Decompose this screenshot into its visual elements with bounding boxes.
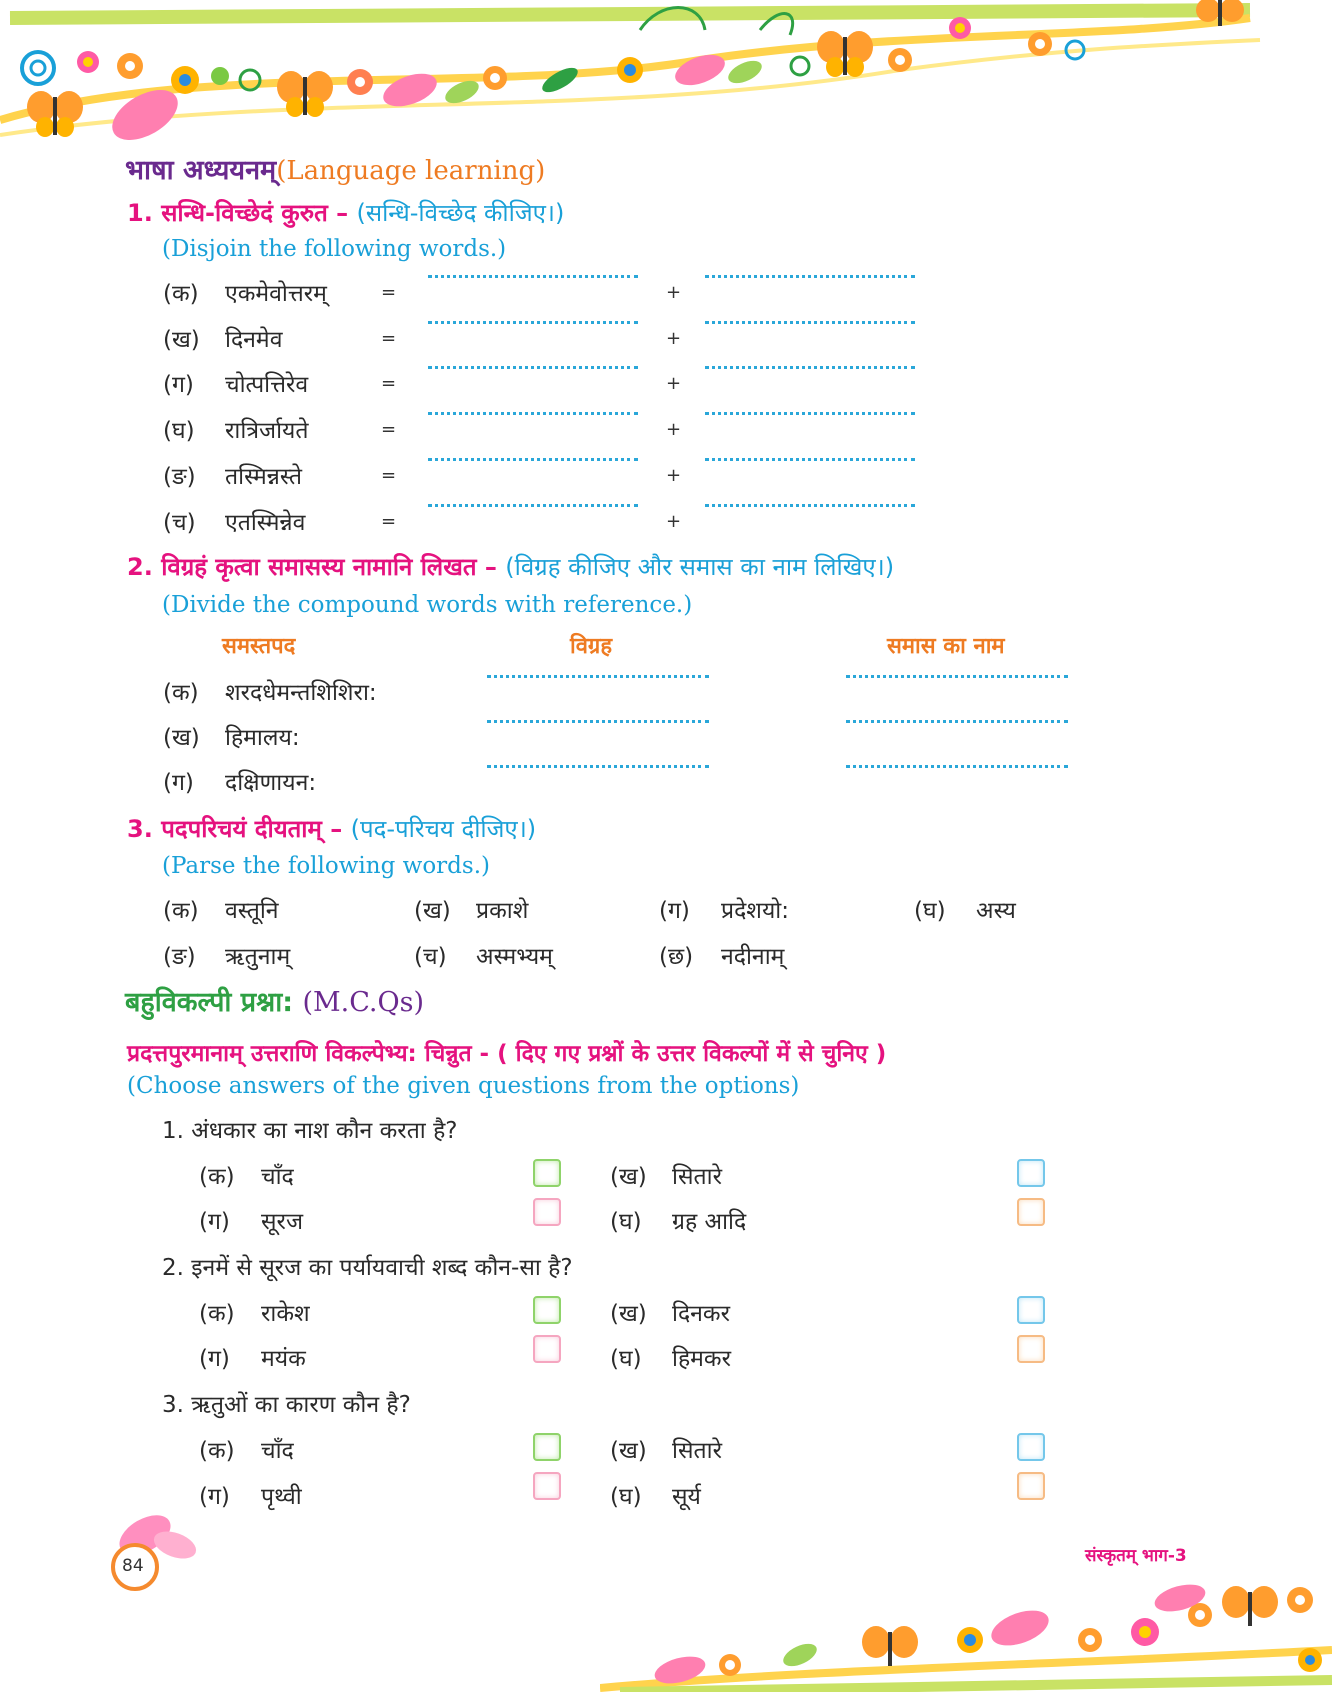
option-checkbox[interactable] — [1017, 1159, 1045, 1187]
q1-item: (ख) दिनमेव — [163, 327, 283, 353]
answer-blank[interactable] — [428, 458, 638, 461]
mcq-option: (ग) मयंक — [199, 1346, 306, 1372]
option-checkbox[interactable] — [533, 1335, 561, 1363]
q1-item: (घ) रात्रिर्जायते — [163, 418, 309, 444]
answer-blank[interactable] — [428, 321, 638, 324]
column-header-vigrah: विग्रह — [570, 634, 613, 659]
answer-blank[interactable] — [705, 321, 915, 324]
mcq-instruction: प्रदत्तपुरमानाम् उत्तराणि विकल्पेभ्य: चिन्नुत - ( दिए गए प्रश्नों के उत्तर विकल्पों में से चुनिए ) — [127, 1041, 887, 1067]
q2-english-instruction: (Divide the compound words with reference.) — [162, 592, 693, 618]
equals-sign: = — [381, 373, 397, 394]
q3-item: (ङ) ऋतुनाम् — [163, 944, 291, 970]
vigrah-blank[interactable] — [487, 765, 709, 768]
plus-sign: + — [666, 511, 682, 532]
answer-blank[interactable] — [428, 366, 638, 369]
mcq-english-instruction: (Choose answers of the given questions from the options) — [127, 1073, 800, 1099]
mcq-option: (क) राकेश — [199, 1301, 310, 1327]
q3-item: (च) अस्मभ्यम् — [414, 944, 553, 970]
q3-english-instruction: (Parse the following words.) — [162, 853, 490, 879]
section-mcq-title: बहुविकल्पी प्रश्ना: (M.C.Qs) — [125, 987, 425, 1018]
q1-item: (क) एकमेवोत्तरम् — [163, 281, 327, 307]
page-number: 84 — [122, 1556, 144, 1576]
vigrah-blank[interactable] — [487, 720, 709, 723]
mcq-option: (ख) सितारे — [610, 1164, 722, 1190]
equals-sign: = — [381, 419, 397, 440]
q2-heading: 2. विग्रहं कृत्वा समासस्य नामानि लिखत – (विग्रह कीजिए और समास का नाम लिखिए।) — [127, 553, 895, 581]
answer-blank[interactable] — [705, 458, 915, 461]
answer-blank[interactable] — [705, 504, 915, 507]
page-number-flower-icon — [105, 1505, 205, 1605]
answer-blank[interactable] — [428, 275, 638, 278]
answer-blank[interactable] — [705, 366, 915, 369]
option-checkbox[interactable] — [1017, 1296, 1045, 1324]
plus-sign: + — [666, 282, 682, 303]
option-checkbox[interactable] — [533, 1472, 561, 1500]
plus-sign: + — [666, 328, 682, 349]
samas-name-blank[interactable] — [846, 765, 1068, 768]
option-checkbox[interactable] — [533, 1159, 561, 1187]
q1-item: (ग) चोत्पत्तिरेव — [163, 372, 309, 398]
q1-item: (ङ) तस्मिन्नस्ते — [163, 464, 302, 490]
mcq-question: 2. इनमें से सूरज का पर्यायवाची शब्द कौन-सा है? — [162, 1255, 573, 1281]
book-title: संस्कृतम् भाग-3 — [1085, 1546, 1187, 1566]
mcq-option: (ग) पृथ्वी — [199, 1484, 302, 1510]
q1-english-instruction: (Disjoin the following words.) — [162, 236, 507, 262]
option-checkbox[interactable] — [533, 1433, 561, 1461]
column-header-samastapad: समस्तपद — [222, 634, 296, 659]
mcq-question: 1. अंधकार का नाश कौन करता है? — [162, 1118, 458, 1144]
column-header-samas-name: समास का नाम — [887, 634, 1005, 659]
samas-name-blank[interactable] — [846, 720, 1068, 723]
plus-sign: + — [666, 419, 682, 440]
answer-blank[interactable] — [428, 412, 638, 415]
q3-item: (क) वस्तूनि — [163, 898, 279, 924]
mcq-option: (ख) सितारे — [610, 1438, 722, 1464]
plus-sign: + — [666, 373, 682, 394]
mcq-option: (क) चाँद — [199, 1164, 294, 1190]
q2-item: (ख) हिमालय: — [163, 725, 300, 751]
q3-item: (छ) नदीनाम् — [659, 944, 785, 970]
q3-heading: 3. पदपरिचयं दीयताम् – (पद-परिचय दीजिए।) — [127, 815, 537, 843]
equals-sign: = — [381, 328, 397, 349]
samas-name-blank[interactable] — [846, 675, 1068, 678]
q2-item: (क) शरदधेमन्तशिशिरा: — [163, 680, 377, 706]
plus-sign: + — [666, 465, 682, 486]
mcq-option: (घ) ग्रह आदि — [610, 1209, 747, 1235]
answer-blank[interactable] — [705, 412, 915, 415]
answer-blank[interactable] — [428, 504, 638, 507]
mcq-option: (क) चाँद — [199, 1438, 294, 1464]
footer-decoration — [600, 1570, 1332, 1692]
equals-sign: = — [381, 511, 397, 532]
mcq-option: (ग) सूरज — [199, 1209, 304, 1235]
equals-sign: = — [381, 465, 397, 486]
option-checkbox[interactable] — [1017, 1472, 1045, 1500]
q3-item: (ख) प्रकाशे — [414, 898, 529, 924]
mcq-question: 3. ऋतुओं का कारण कौन है? — [162, 1392, 411, 1418]
option-checkbox[interactable] — [533, 1198, 561, 1226]
q3-item: (ग) प्रदेशयो: — [659, 898, 789, 924]
option-checkbox[interactable] — [1017, 1433, 1045, 1461]
mcq-option: (घ) सूर्य — [610, 1484, 701, 1510]
option-checkbox[interactable] — [533, 1296, 561, 1324]
equals-sign: = — [381, 282, 397, 303]
vigrah-blank[interactable] — [487, 675, 709, 678]
q1-heading: 1. सन्धि-विच्छेदं कुरुत – (सन्धि-विच्छेद कीजिए।) — [127, 199, 565, 227]
q2-item: (ग) दक्षिणायन: — [163, 770, 317, 796]
section-language-learning-title: भाषा अध्ययनम्(Language learning) — [125, 155, 546, 186]
q3-item: (घ) अस्य — [914, 898, 1016, 924]
mcq-option: (ख) दिनकर — [610, 1301, 731, 1327]
header-decoration — [0, 0, 1332, 150]
q1-item: (च) एतस्मिन्नेव — [163, 510, 306, 536]
answer-blank[interactable] — [705, 275, 915, 278]
option-checkbox[interactable] — [1017, 1335, 1045, 1363]
option-checkbox[interactable] — [1017, 1198, 1045, 1226]
mcq-option: (घ) हिमकर — [610, 1346, 731, 1372]
